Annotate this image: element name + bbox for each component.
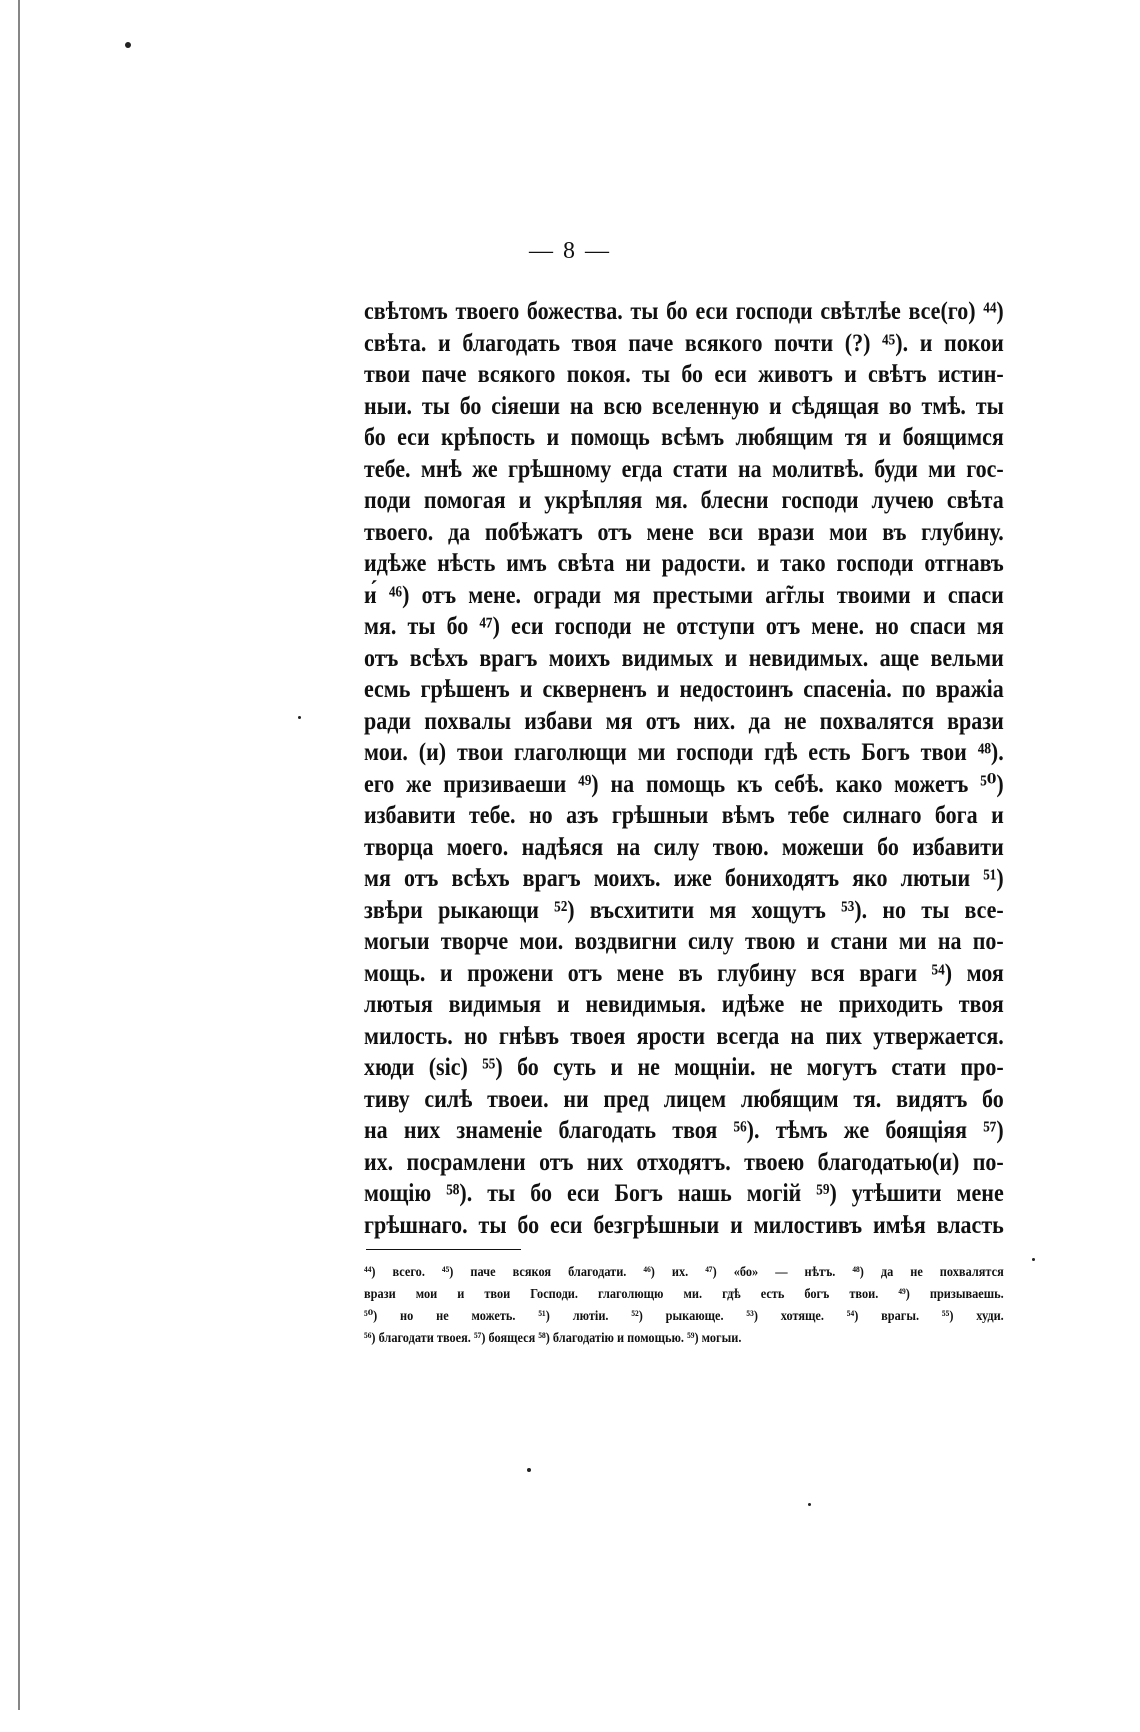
main-text [364, 296, 1004, 1241]
text-line: милость. но гнѣвъ твоея ярости всегда на пих утвержается. [364, 1022, 1004, 1050]
text-line: творца моего. надѣяся на силу твою. можеши бо избавити [364, 833, 1004, 861]
scan-speck [527, 1468, 531, 1472]
text-line: их. посрамлени отъ них отходятъ. твоею благодатью(и) по- [364, 1148, 1004, 1176]
text-line: мя. ты бо ⁴⁷) еси господи не отступи отъ мене. но спаси мя [364, 613, 1004, 640]
scan-speck [125, 42, 131, 48]
text-line: грѣшнаго. ты бо еси безгрѣшныи и милостивъ имѣя власть [364, 1211, 1004, 1239]
text-line: идѣже нѣсть имъ свѣта ни радости. и тако господи отгнавъ [364, 550, 1004, 577]
text-line: мои. (и) твои глаголющи ми господи гдѣ есть Богъ твои ⁴⁸). [364, 739, 1004, 766]
text-line: мощію ⁵⁸). ты бо еси Богъ нашь могій ⁵⁹) утѣшити мене [364, 1180, 1004, 1207]
page-number: — 8 — [529, 238, 611, 264]
text-line: отъ всѣхъ врагъ моихъ видимых и невидимых. аще вельми [364, 644, 1004, 672]
text-line: мя отъ всѣхъ врагъ моихъ. иже бониходятъ яко лютыи ⁵¹) [364, 865, 1004, 892]
text-line: свѣта. и благодать твоя паче всякого почти (?) ⁴⁵). и покои [364, 329, 1004, 357]
text-line: тебе. мнѣ же грѣшному егда стати на молитвѣ. буди ми гос- [364, 455, 1004, 483]
text-line: бо еси крѣпость и помощь всѣмъ любящим тя и боящимся [364, 424, 1004, 451]
text-line: поди помогая и укрѣпляя мя. блесни господи лучею свѣта [364, 487, 1004, 514]
text-line: его же призиваеши ⁴⁹) на помощь къ себѣ. како можетъ ⁵⁰) [364, 770, 1004, 798]
footnote-line: врази мои и твои Господи. глаголющю ми. гдѣ есть богъ твои. ⁴⁹) призываешь. [364, 1287, 1004, 1302]
text-line: мощь. и прожени отъ мене въ глубину вся враги ⁵⁴) моя [364, 959, 1004, 987]
text-line: могыи творче мои. воздвигни силу твою и стани ми на по- [364, 928, 1004, 955]
text-line: на них знаменіе благодать твоя ⁵⁶). тѣмъ же боящіяя ⁵⁷) [364, 1117, 1004, 1144]
scan-speck [298, 716, 301, 719]
text-line: ради похвалы избави мя отъ них. да не похвалятся врази [364, 707, 1004, 735]
text-line: хюди (sic) ⁵⁵) бо суть и не мощніи. не могутъ стати про- [364, 1054, 1004, 1081]
scan-speck [1032, 1258, 1035, 1261]
text-line: твоего. да побѣжатъ отъ мене вси врази мои въ глубину. [364, 518, 1004, 546]
text-line: лютыя видимыя и невидимыя. идѣже не приходить твоя [364, 991, 1004, 1018]
footnote-line: ⁴⁴) всего. ⁴⁵) паче всякоя благодати. ⁴⁶) их. ⁴⁷) «бо» — нѣтъ. ⁴⁸) да не похвалятся [364, 1265, 1004, 1280]
text-line: твои паче всякого покоя. ты бо еси животъ и свѣтъ истин- [364, 361, 1004, 388]
footnotes [364, 1262, 1004, 1350]
footnote-line: ⁵⁰) но не можеть. ⁵¹) лютіи. ⁵²) рыкающе. ⁵³) хотяще. ⁵⁴) врагы. ⁵⁵) худи. [364, 1309, 1004, 1324]
footnote-line: ⁵⁶) благодати твоея. ⁵⁷) боящеся ⁵⁸) благодатію и помощью. ⁵⁹) могыи. [364, 1331, 742, 1346]
text-line: звѣри рыкающи ⁵²) въсхитити мя хощутъ ⁵³). но ты все- [364, 896, 1004, 924]
scan-speck [808, 1503, 811, 1506]
footnote-separator [366, 1249, 521, 1250]
text-line: свѣтомъ твоего божества. ты бо еси господи свѣтлѣе все(го) ⁴⁴) [364, 298, 1004, 325]
text-line: и́ ⁴⁶) отъ мене. огради мя престыми аг̃глы твоими и спаси [364, 581, 1004, 609]
text-line: ныи. ты бо сіяеши на всю вселенную и сѣдящая во тмѣ. ты [364, 392, 1004, 420]
text-line: есмь грѣшенъ и скверненъ и недостоинъ спасеніа. по вражіа [364, 676, 1004, 703]
text-line: тиву силѣ твоеи. ни пред лицем любящим тя. видятъ бо [364, 1085, 1004, 1113]
text-line: избавити тебе. но азъ грѣшныи вѣмъ тебе силнаго бога и [364, 802, 1004, 829]
